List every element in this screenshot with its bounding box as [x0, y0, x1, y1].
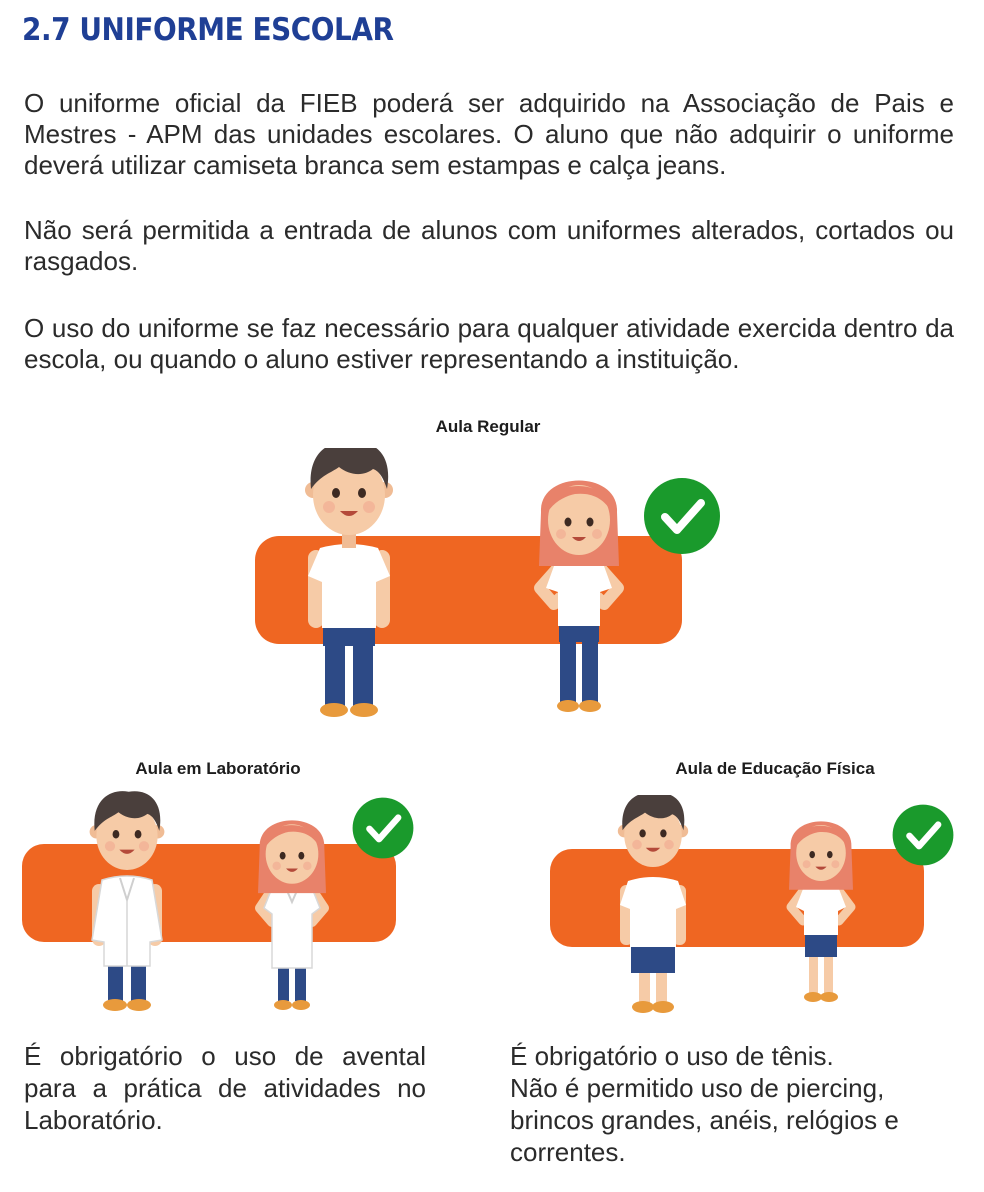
paragraph-uniform-purchase: O uniforme oficial da FIEB poderá ser adquirido na Associação de Pais e Mestres - APM das unidades escolares. O aluno que não adquirir o uniforme deverá utilizar camiseta branca sem estampas e calça jeans.: [24, 88, 954, 180]
check-circle-icon: [893, 805, 954, 866]
girl-figure: [789, 821, 853, 1002]
caption-aula-laboratorio: Aula em Laboratório: [135, 759, 301, 778]
note-pe-sneakers: É obrigatório o uso de tênis.: [510, 1041, 834, 1071]
boy-figure: [618, 795, 688, 1013]
girl-figure: [258, 820, 326, 1010]
note-pe-rules: [510, 1040, 960, 1168]
section-title: 2.7 UNIFORME ESCOLAR: [22, 12, 394, 48]
boy-figure: [305, 448, 393, 717]
note-pe-accessories: Não é permitido uso de piercing, brincos grandes, anéis, relógios e correntes.: [510, 1073, 899, 1167]
paragraph-uniform-required: O uso do uniforme se faz necessário para qualquer atividade exercida dentro da escola, ou quando o aluno estiver representando a instituição.: [24, 313, 954, 374]
check-circle-icon: [644, 478, 720, 554]
orange-banner: [22, 844, 396, 942]
pe-class-illustration: [548, 795, 968, 1020]
lab-class-illustration: [20, 790, 440, 1020]
orange-banner: [550, 849, 924, 947]
check-circle-icon: [353, 798, 414, 859]
note-lab-apron: É obrigatório o uso de avental para a prática de atividades no Laboratório.: [24, 1041, 426, 1135]
paragraph-altered-uniforms: Não será permitida a entrada de alunos com uniformes alterados, cortados ou rasgados.: [24, 215, 954, 276]
girl-figure: [539, 481, 619, 713]
regular-class-illustration: [250, 448, 730, 728]
caption-aula-regular: Aula Regular: [435, 417, 541, 436]
boy-figure: [90, 791, 165, 1011]
caption-aula-educacao-fisica: Aula de Educação Física: [675, 759, 875, 778]
